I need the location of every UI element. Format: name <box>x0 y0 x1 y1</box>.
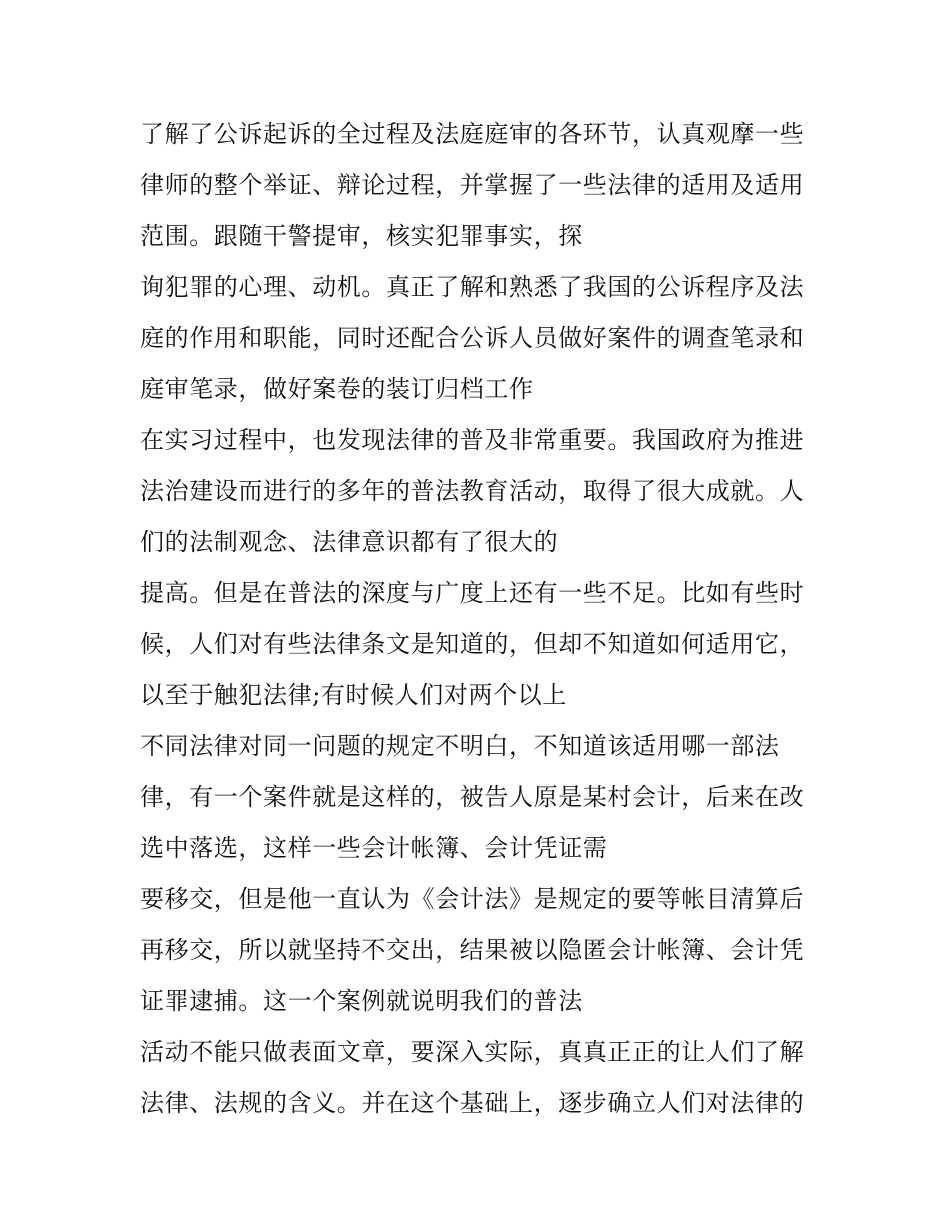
text-line: 范围。跟随干警提审，核实犯罪事实，探 <box>140 222 583 250</box>
text-line: 了解了公诉起诉的全过程及法庭庭审的各环节，认真观摩一些 <box>140 120 805 148</box>
text-line: 庭审笔录，做好案卷的装订归档工作 <box>140 375 534 403</box>
text-line: 要移交，但是他一直认为《会计法》是规定的要等帐目清算后 <box>140 885 805 913</box>
text-line: 以至于触犯法律;有时候人们对两个以上 <box>140 681 567 709</box>
text-line: 再移交，所以就坚持不交出，结果被以隐匿会计帐簿、会计凭 <box>140 936 805 964</box>
document-body <box>140 109 830 1129</box>
text-line: 律师的整个举证、辩论过程，并掌握了一些法律的适用及适用 <box>140 171 805 199</box>
text-line: 不同法律对同一问题的规定不明白，不知道该适用哪一部法 <box>140 732 780 760</box>
text-line: 询犯罪的心理、动机。真正了解和熟悉了我国的公诉程序及法 <box>140 273 805 301</box>
text-line: 提高。但是在普法的深度与广度上还有一些不足。比如有些时 <box>140 579 805 607</box>
text-line: 证罪逮捕。这一个案例就说明我们的普法 <box>140 987 583 1015</box>
text-line: 选中落选，这样一些会计帐簿、会计凭证需 <box>140 834 608 862</box>
text-line: 法治建设而进行的多年的普法教育活动，取得了很大成就。人 <box>140 477 805 505</box>
text-line: 庭的作用和职能，同时还配合公诉人员做好案件的调查笔录和 <box>140 324 805 352</box>
text-line: 候，人们对有些法律条文是知道的，但却不知道如何适用它， <box>140 630 805 658</box>
text-line: 活动不能只做表面文章，要深入实际，真真正正的让人们了解 <box>140 1038 805 1066</box>
text-line: 们的法制观念、法律意识都有了很大的 <box>140 528 559 556</box>
text-line: 法律、法规的含义。并在这个基础上，逐步确立人们对法律的 <box>140 1089 805 1117</box>
text-line: 律，有一个案件就是这样的，被告人原是某村会计，后来在改 <box>140 783 805 811</box>
text-line: 在实习过程中，也发现法律的普及非常重要。我国政府为推进 <box>140 426 805 454</box>
